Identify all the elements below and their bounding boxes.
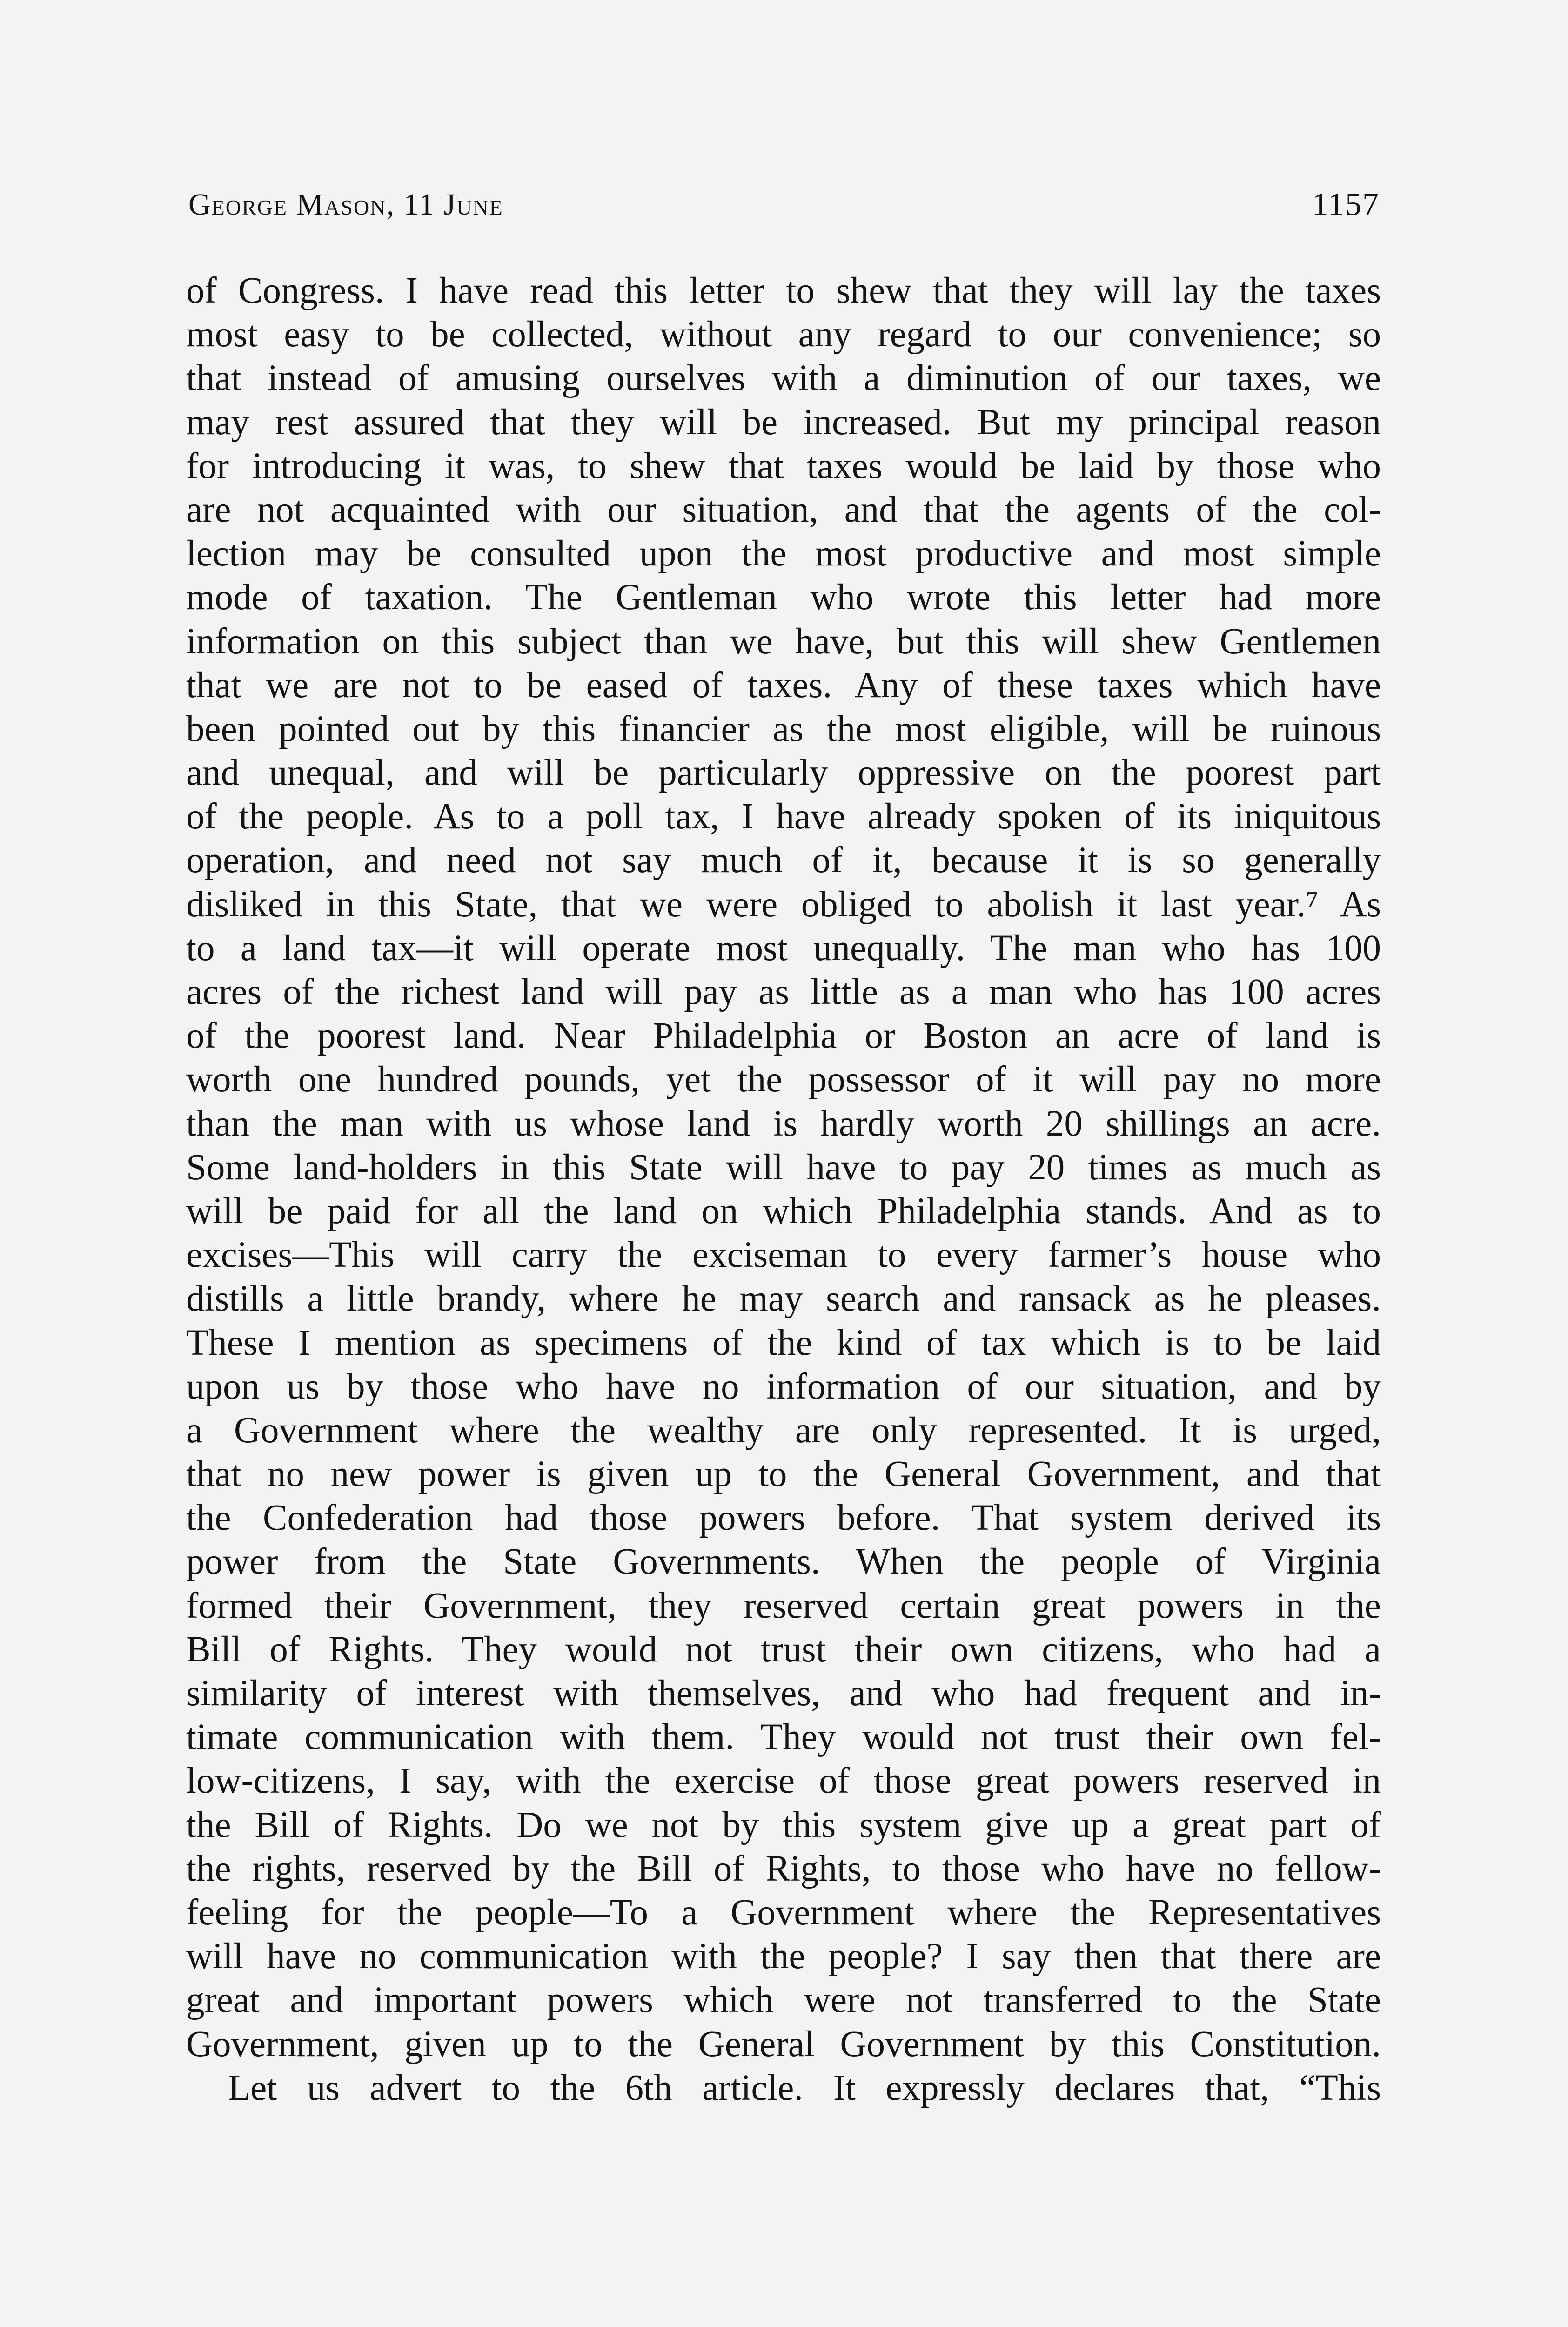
- text-line: worth one hundred pounds, yet the possessor of it will pay no more: [186, 1059, 1381, 1100]
- text-line: Let us advert to the 6th article. It expressly declares that, “This: [228, 2067, 1381, 2108]
- text-line: acres of the richest land will pay as little as a man who has 100 acres: [186, 972, 1381, 1012]
- text-line: of the people. As to a poll tax, I have already spoken of its iniquitous: [186, 796, 1381, 837]
- text-line: timate communication with them. They would not trust their own fel-: [186, 1717, 1381, 1758]
- text-line: that instead of amusing ourselves with a diminution of our taxes, we: [186, 358, 1381, 399]
- text-line: the Confederation had those powers before. That system derived its: [186, 1498, 1381, 1539]
- text-line: the Bill of Rights. Do we not by this system give up a great part of: [186, 1804, 1381, 1845]
- text-line: will be paid for all the land on which Philadelphia stands. And as to: [186, 1190, 1381, 1231]
- text-line: Some land-holders in this State will have to pay 20 times as much as: [186, 1147, 1381, 1188]
- page-number: 1157: [1312, 187, 1380, 222]
- text-line: disliked in this State, that we were obliged to abolish it last year.⁷ As: [186, 884, 1381, 925]
- text-line: the rights, reserved by the Bill of Rights, to those who have no fellow-: [186, 1848, 1381, 1889]
- text-line: for introducing it was, to shew that taxes would be laid by those who: [186, 445, 1381, 486]
- text-line: that we are not to be eased of taxes. Any of these taxes which have: [186, 665, 1381, 706]
- text-line: to a land tax—it will operate most unequally. The man who has 100: [186, 928, 1381, 968]
- text-line: feeling for the people—To a Government where the Representatives: [186, 1892, 1381, 1933]
- text-line: of the poorest land. Near Philadelphia or Boston an acre of land is: [186, 1016, 1381, 1056]
- text-line: information on this subject than we have, but this will shew Gentlemen: [186, 621, 1381, 662]
- text-line: are not acquainted with our situation, and that the agents of the col-: [186, 489, 1381, 530]
- running-head-title: George Mason, 11 June: [188, 188, 503, 222]
- text-line: mode of taxation. The Gentleman who wrote this letter had more: [186, 577, 1381, 618]
- text-line: a Government where the wealthy are only represented. It is urged,: [186, 1410, 1381, 1451]
- text-line: Government, given up to the General Government by this Constitution.: [186, 2024, 1381, 2065]
- text-line: and unequal, and will be particularly oppressive on the poorest part: [186, 753, 1381, 794]
- text-line: excises—This will carry the exciseman to every farmer’s house who: [186, 1235, 1381, 1276]
- text-line: most easy to be collected, without any regard to our convenience; so: [186, 314, 1381, 355]
- body-text: [186, 269, 1381, 2110]
- text-line: may rest assured that they will be increased. But my principal reason: [186, 402, 1381, 443]
- text-line: than the man with us whose land is hardly worth 20 shillings an acre.: [186, 1103, 1381, 1144]
- text-line: been pointed out by this financier as the most eligible, will be ruinous: [186, 708, 1381, 749]
- running-head: [188, 179, 1380, 230]
- text-line: similarity of interest with themselves, and who had frequent and in-: [186, 1673, 1381, 1714]
- text-line: power from the State Governments. When the people of Virginia: [186, 1541, 1381, 1582]
- text-line: operation, and need not say much of it, because it is so generally: [186, 840, 1381, 881]
- text-line: that no new power is given up to the General Government, and that: [186, 1454, 1381, 1495]
- text-line: will have no communication with the people? I say then that there are: [186, 1936, 1381, 1977]
- text-line: upon us by those who have no information of our situation, and by: [186, 1366, 1381, 1407]
- text-line: These I mention as specimens of the kind of tax which is to be laid: [186, 1322, 1381, 1363]
- text-line: lection may be consulted upon the most productive and most simple: [186, 533, 1381, 574]
- text-line: great and important powers which were not transferred to the State: [186, 1980, 1381, 2021]
- text-line: Bill of Rights. They would not trust their own citizens, who had a: [186, 1629, 1381, 1670]
- text-line: of Congress. I have read this letter to shew that they will lay the taxes: [186, 270, 1381, 311]
- text-line: low-citizens, I say, with the exercise of those great powers reserved in: [186, 1761, 1381, 1802]
- text-line: formed their Government, they reserved certain great powers in the: [186, 1585, 1381, 1626]
- text-line: distills a little brandy, where he may search and ransack as he pleases.: [186, 1278, 1381, 1319]
